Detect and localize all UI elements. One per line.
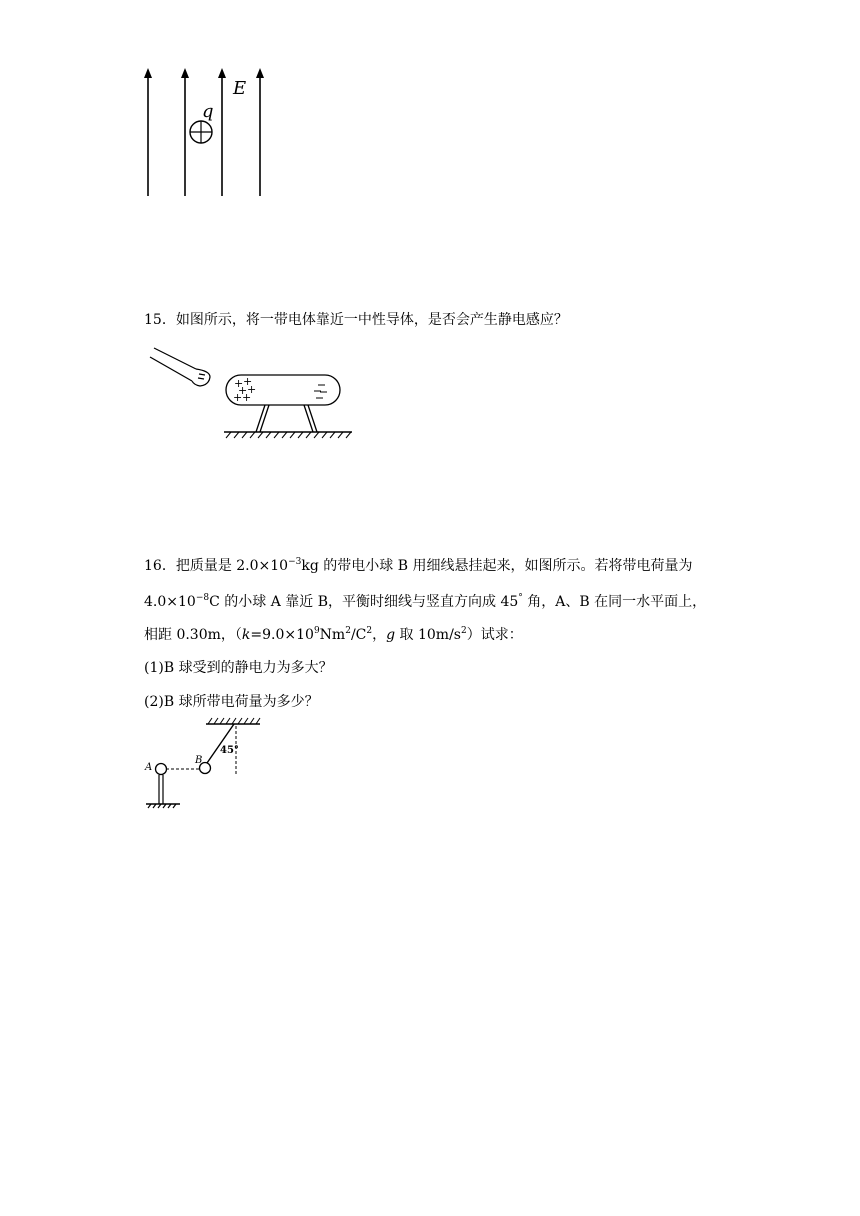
svg-text:+: +	[234, 377, 244, 390]
ceiling	[206, 718, 260, 724]
constant-k: k	[241, 627, 251, 643]
field-label: E	[233, 78, 247, 99]
text-segment: Nm	[319, 627, 346, 643]
text-segment: 把质量是 2.0×10	[175, 558, 289, 574]
exponent: 9	[313, 626, 320, 636]
question-16-line-2	[144, 592, 706, 612]
question-16-part-1: (1)B 球受到的静电力为多大？	[144, 660, 333, 676]
exponent: 2	[460, 626, 467, 636]
svg-text:+: +	[238, 384, 248, 397]
stand	[146, 775, 180, 808]
text-segment: ，	[372, 627, 387, 643]
text-segment: 角，A、B 在同一水平面上，	[522, 594, 707, 610]
constant-g: g	[386, 627, 396, 643]
ground	[224, 432, 352, 438]
text-segment: 相距 0.30m，（	[144, 627, 242, 643]
text-segment: 4.0×10	[144, 594, 196, 610]
svg-text:+: +	[247, 383, 257, 396]
text-segment: 取 10m/s	[395, 627, 461, 643]
text-segment: /C	[350, 627, 367, 643]
string	[207, 724, 234, 763]
svg-text:+: +	[243, 375, 253, 388]
question-number: 16．	[144, 558, 176, 574]
question-16-part-2: (2)B 球所带电荷量为多少？	[144, 694, 319, 710]
question-16-line-1	[144, 556, 692, 576]
text-segment: =9.0×10	[250, 627, 314, 643]
electrostatic-induction-figure	[148, 343, 358, 441]
text-segment: C 的小球 A 靠近 B，平衡时细线与竖直方向成 45	[209, 594, 519, 610]
label-a: A	[145, 762, 153, 773]
charged-rod	[150, 348, 210, 386]
exponent: 2	[345, 626, 351, 636]
svg-text:+: +	[242, 391, 252, 404]
degree-mark: °	[518, 593, 523, 603]
question-16-line-3	[144, 625, 523, 645]
ball-a	[156, 764, 167, 775]
exponent: −8	[195, 593, 210, 603]
text-segment: kg 的带电小球 B 用细线悬挂起来，如图所示。若将带电荷量为	[301, 558, 693, 574]
electric-field-figure	[138, 64, 278, 200]
angle-label: 45°	[220, 745, 239, 756]
hanging-ball-figure	[142, 716, 268, 810]
question-number: 15．	[144, 312, 176, 328]
question-text: 如图所示，将一带电体靠近一中性导体，是否会产生静电感应？	[175, 312, 568, 328]
charge-label: q	[202, 101, 214, 122]
exponent: 2	[366, 626, 373, 636]
text-segment: ）试求：	[466, 627, 523, 643]
label-b: B	[195, 755, 203, 766]
exponent: −3	[288, 557, 302, 567]
question-15	[144, 310, 568, 330]
svg-text:+: +	[233, 391, 243, 404]
positive-charge-icon	[190, 121, 212, 143]
